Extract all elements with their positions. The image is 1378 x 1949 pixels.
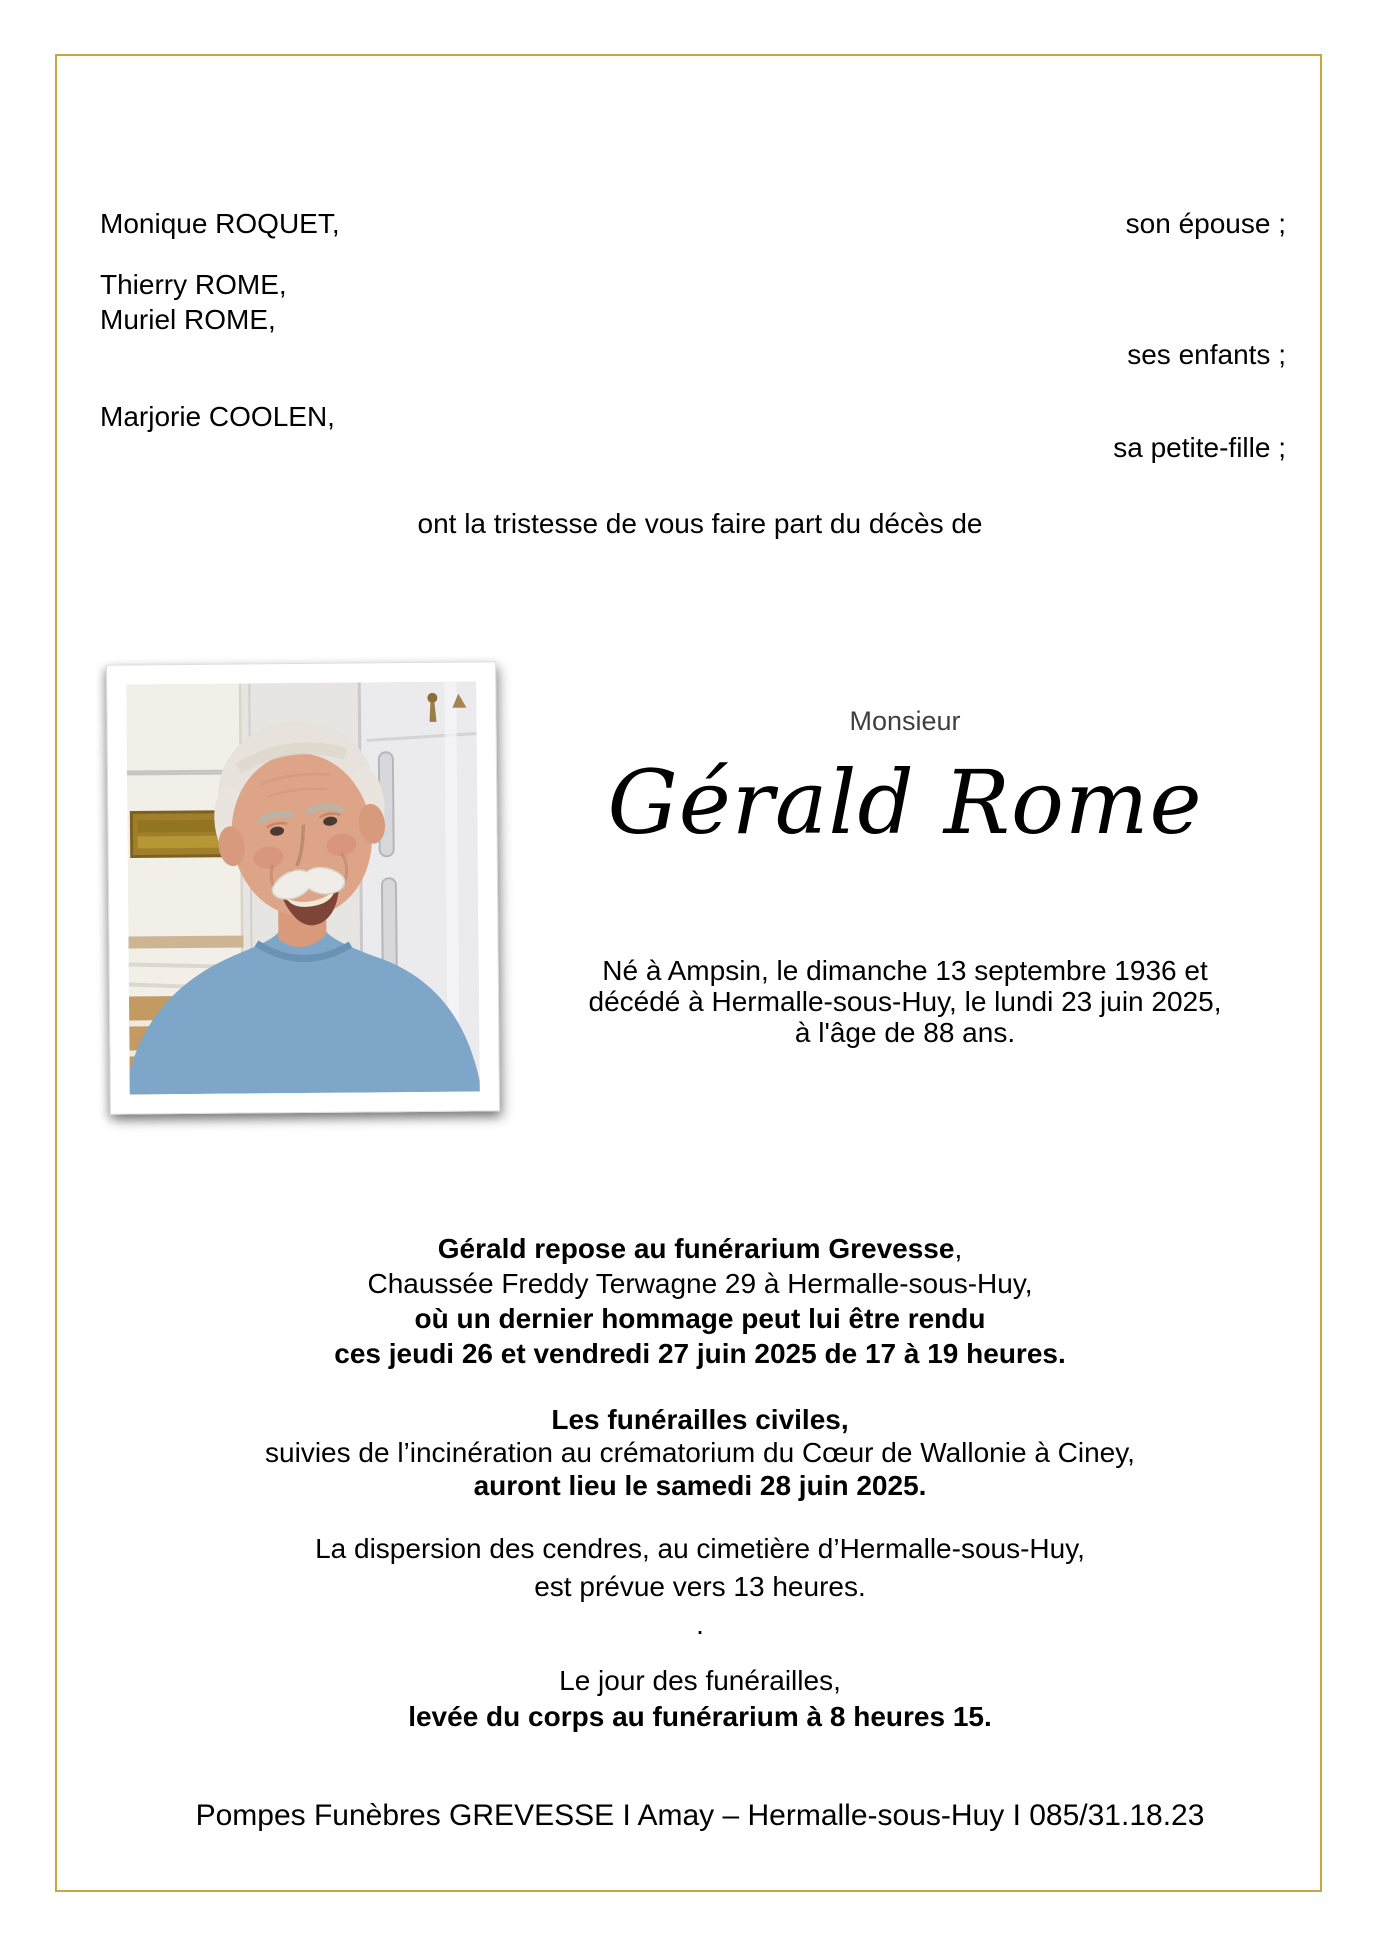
repose-block: [70, 1231, 1330, 1371]
age-line: à l'âge de 88 ans.: [794, 1017, 1016, 1048]
day-of-funeral-block: [70, 1663, 1330, 1735]
deceased-block: [545, 705, 1265, 1048]
repose-line-3: où un dernier hommage peut lui être rendu: [414, 1303, 986, 1334]
relation-spouse: son épouse ;: [1125, 208, 1286, 239]
death-line: décédé à Hermalle-sous-Huy, le lundi 23 juin 2025,: [588, 986, 1222, 1017]
relative-name-spouse: Monique ROQUET,: [100, 208, 340, 239]
dispersion-line-3: .: [696, 1609, 704, 1640]
announcement-line: ont la tristesse de vous faire part du décès de: [417, 508, 983, 539]
deceased-title: Monsieur: [849, 706, 961, 736]
funeral-line-2: suivies de l’incinération au crématorium du Cœur de Wallonie à Ciney,: [265, 1437, 1135, 1468]
funeral-home-footer: Pompes Funèbres GREVESSE I Amay – Hermalle-sous-Huy I 085/31.18.23: [195, 1799, 1205, 1832]
birth-line: Né à Ampsin, le dimanche 13 septembre 1936 et: [602, 955, 1208, 986]
repose-line-4: ces jeudi 26 et vendredi 27 juin 2025 de 17 à 19 heures.: [334, 1338, 1066, 1369]
day-of-funeral-line-1: Le jour des funérailles,: [559, 1665, 841, 1696]
dispersion-block: [70, 1530, 1330, 1644]
relative-name-granddaughter: Marjorie COOLEN,: [100, 401, 335, 432]
repose-line-1: [70, 1231, 1330, 1266]
funeral-line-3: auront lieu le samedi 28 juin 2025.: [473, 1470, 927, 1501]
repose-line-2: Chaussée Freddy Terwagne 29 à Hermalle-sous-Huy,: [367, 1268, 1033, 1299]
relative-name-child-1: Thierry ROME,: [100, 269, 287, 300]
deceased-name: Gérald Rome: [607, 751, 1203, 854]
deceased-photo: [126, 681, 480, 1094]
repose-line-1-tail: ,: [954, 1233, 963, 1264]
repose-line-1-bold: Gérald repose au funérarium Grevesse: [437, 1233, 955, 1264]
relation-children: ses enfants ;: [1127, 339, 1286, 370]
day-of-funeral-line-2: levée du corps au funérarium à 8 heures 15.: [408, 1701, 992, 1732]
relative-name-child-2: Muriel ROME,: [100, 304, 276, 335]
relation-granddaughter: sa petite-fille ;: [1113, 432, 1286, 463]
dispersion-line-1: La dispersion des cendres, au cimetière d’Hermalle-sous-Huy,: [315, 1533, 1085, 1564]
birth-death-block: [545, 955, 1265, 1048]
funeral-block: [70, 1403, 1330, 1502]
dispersion-line-2: est prévue vers 13 heures.: [534, 1571, 866, 1602]
funeral-line-1: Les funérailles civiles,: [551, 1404, 849, 1435]
deceased-photo-frame: [106, 661, 500, 1114]
